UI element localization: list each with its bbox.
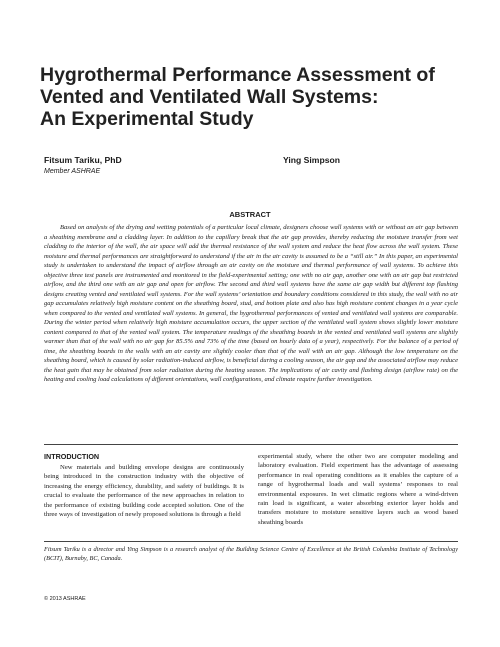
abstract-text: Based on analysis of the drying and wetting potentials of a particular local climate, designers choose wall systems with or without an air gap between a sheathing membrane and a cladding layer. In addition to the capillary break that the air gap provides, thereby reducing the moisture transfer from wet cladding to the interior of the wall, the air space will add the thermal resistance of the wall system and reduce the heat flow across the wall system. These moisture and thermal performances are straightforward to understand if the air in the air cavity is assumed to be a “still air.” In this paper, an experimental study is undertaken to understand the impact of airflow through an air cavity on the moisture and thermal performance of wall systems. To achieve this objective three test panels are instrumented and monitored in the field-experimental setting; one with no air gap, another one with an air gap but restricted airflow, and the third one with an air gap and open for airflow. The second and third wall systems have the same air gap width but different top flashing designs creating vented and ventilated wall systems. For the wall systems’ orientation and boundary conditions considered in this study, the wall with no air gap accumulates relatively high moisture content on the sheathing board, stud, and bottom plate and also has high moisture content changes in a year cycle when compared to the vented and ventilated wall systems. In general, the hygrothermal performances of vented and ventilated wall systems are comparable. During the winter period when relatively high moisture accumulation occurs, the upper section of the ventilated wall system shows slightly lower moisture content compared to that of the vented wall system. The temperature readings of the sheathing boards in the vented and ventilated wall systems are slightly warmer than that of the wall with no air gap for 85.5% and 73% of the time (based on hourly data of a year), respectively. For the balance of a period of time, the sheathing boards in the walls with an air cavity are slightly cooler than that of the wall with an air gap. Although the low temperature on the sheathing board, which is caused by solar radiation-induced airflow, is beneficial during a cooling season, the air gap and the associated airflow may reduce the heat gain that may be obtained from solar radiation during the heating season. The implications of air cavity and flashing design (airflow rate) on the heating and cooling load calculations of different orientations, wall configurations, and climate require further investigation. bbox=[44, 224, 458, 383]
author-name: Fitsum Tariku, PhD bbox=[44, 155, 122, 165]
author-affiliation: Member ASHRAE bbox=[44, 168, 101, 175]
section-divider bbox=[44, 444, 458, 445]
copyright-notice: © 2013 ASHRAE bbox=[44, 596, 86, 602]
introduction-heading: INTRODUCTION bbox=[44, 452, 100, 461]
footnote-divider bbox=[44, 541, 458, 542]
title-line: Hygrothermal Performance Assessment of bbox=[40, 64, 435, 86]
author-footnote: Fitsum Tariku is a director and Ying Simpson is a research analyst of the Building Science Centre of Excellence at the British Columbia Institute of Technology (BCIT), Burnaby, BC, Canada. bbox=[44, 546, 458, 562]
introduction-left-column: New materials and building envelope designs are continuously being introduced in the construction industry with the objective of increasing the energy efficiency, durability, and safety of buildings. It is crucial to evaluate the performance of the new approaches in relation to the performance of existing building code accepted solution. One of the three ways of investigation of newly proposed solutions is through a field bbox=[44, 464, 244, 519]
paper-title bbox=[40, 64, 470, 130]
abstract-heading: ABSTRACT bbox=[229, 210, 271, 219]
title-line: An Experimental Study bbox=[40, 108, 254, 130]
introduction-right-column: experimental study, where the other two are computer modeling and laboratory evaluation. Field experiment has the advantage of assessing performance in real operating conditions as it enables the capture of a range of hygrothermal loads and wall systems’ responses to real environmental exposures. In wet climatic regions where a wind-driven rain load is significant, a water absorbing exterior layer holds and transfers moisture to moisture sensitive layers such as wood based sheathing boards bbox=[258, 453, 458, 526]
author-name: Ying Simpson bbox=[283, 155, 340, 165]
title-line: Vented and Ventilated Wall Systems: bbox=[40, 86, 379, 108]
